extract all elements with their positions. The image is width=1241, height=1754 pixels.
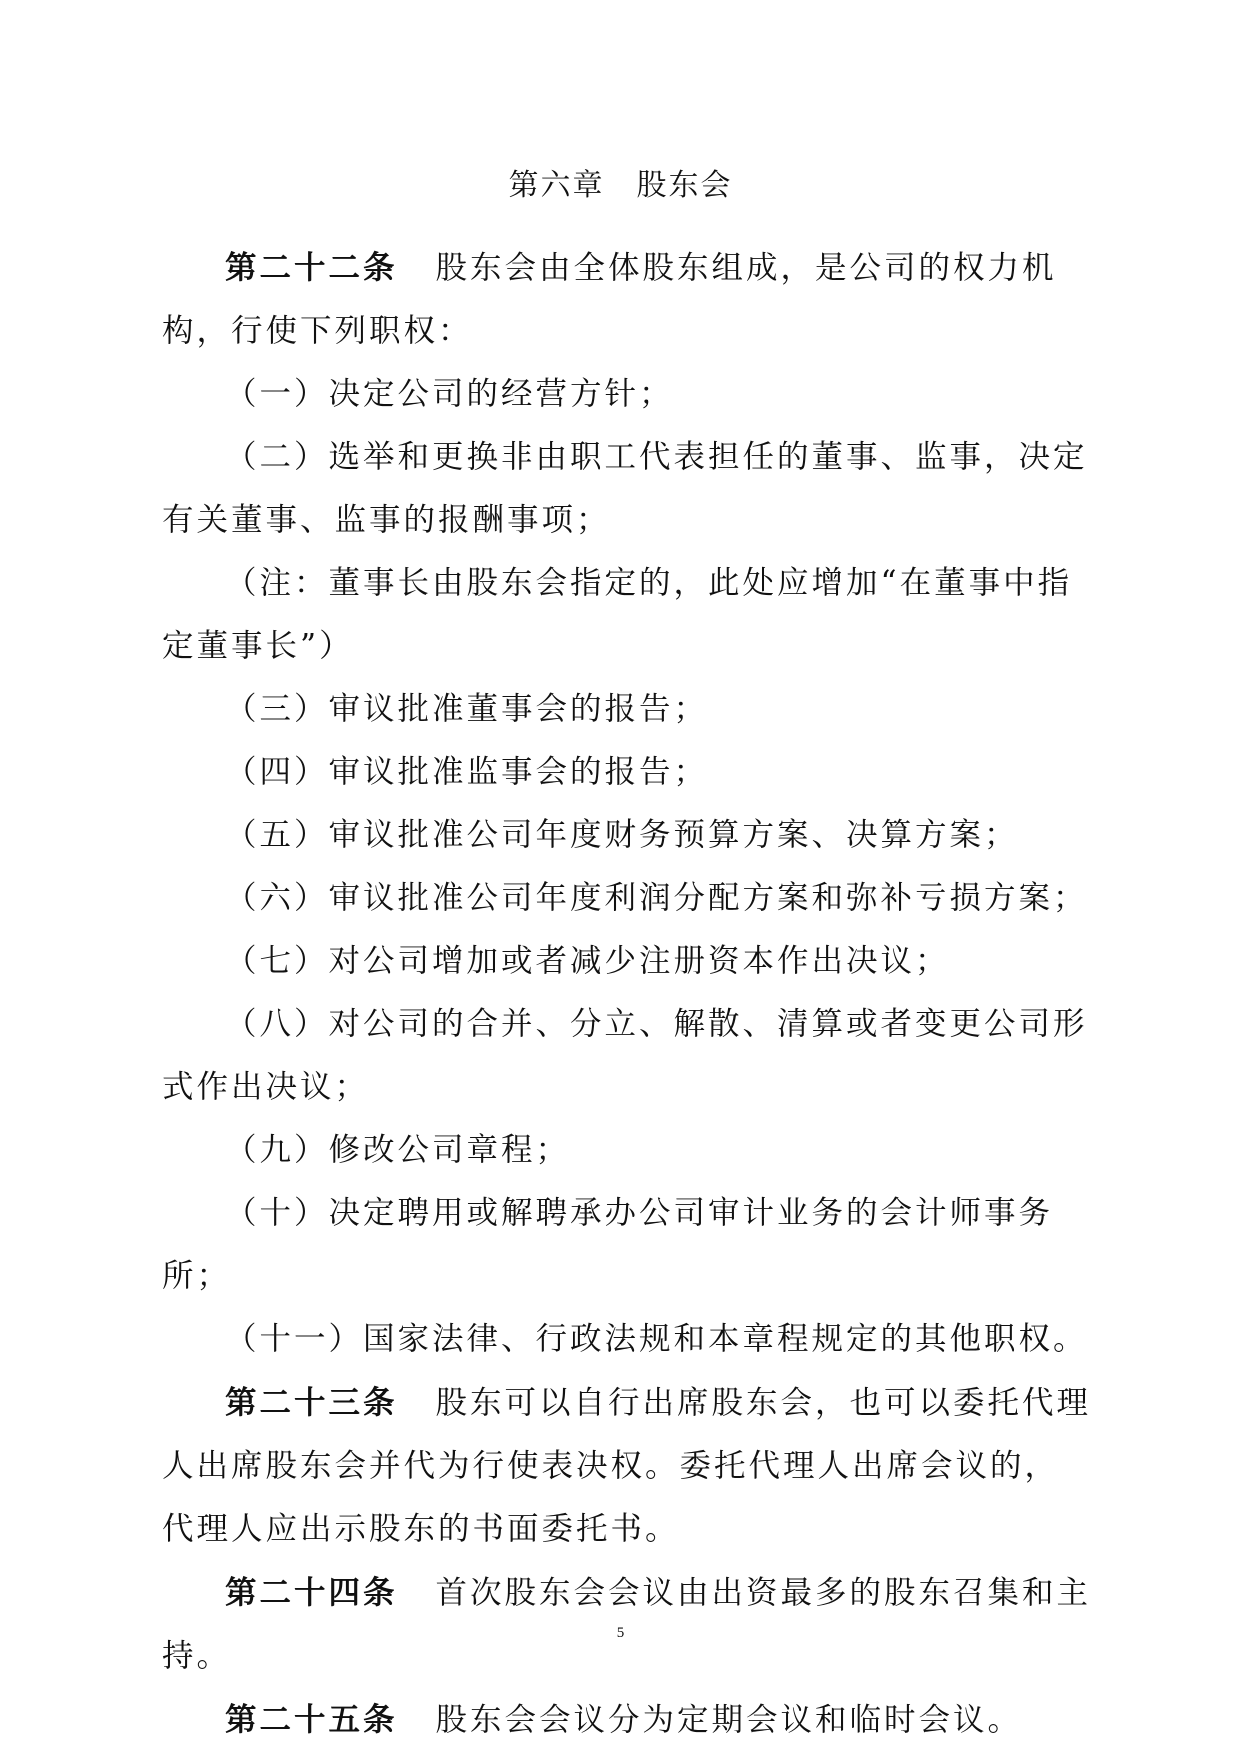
article-number: 第二十五条 <box>225 1701 398 1738</box>
list-item: （六）审议批准公司年度利润分配方案和弥补亏损方案； <box>225 880 1088 916</box>
chapter-title: 第六章 股东会 <box>508 168 733 203</box>
list-item: （三）审议批准董事会的报告； <box>225 691 709 727</box>
document-body <box>162 236 1092 1752</box>
list-item: （四）审议批准监事会的报告； <box>225 754 709 790</box>
article-number: 第二十二条 <box>225 249 398 286</box>
list-item: （二）选举和更换非由职工代表担任的董事、监事，决定有关董事、监事的报酬事项； <box>162 439 1088 538</box>
article-text: 股东可以自行出席股东会，也可以委托代理人出席股东会并代为行使表决权。委托代理人出席会议的，代理人应出示股东的书面委托书。 <box>162 1385 1092 1547</box>
list-item: （九）修改公司章程； <box>225 1132 571 1168</box>
article-25 <box>162 1688 1092 1752</box>
article-text: 首次股东会会议由出资最多的股东召集和主持。 <box>162 1575 1092 1674</box>
article-number: 第二十四条 <box>225 1574 398 1611</box>
list-item: （七）对公司增加或者减少注册资本作出决议； <box>225 943 950 979</box>
list-item: （一）决定公司的经营方针； <box>225 376 674 412</box>
list-item: （十一）国家法律、行政法规和本章程规定的其他职权。 <box>225 1321 1088 1357</box>
page-number: 5 <box>616 1625 625 1641</box>
note-paragraph: （注：董事长由股东会指定的，此处应增加“在董事中指定董事长”） <box>162 565 1073 664</box>
article-number: 第二十三条 <box>225 1384 398 1421</box>
list-item: （十）决定聘用或解聘承办公司审计业务的会计师事务所； <box>162 1195 1054 1294</box>
article-22 <box>162 236 1092 363</box>
article-text: 股东会会议分为定期会议和临时会议。 <box>435 1702 1023 1738</box>
list-item: （五）审议批准公司年度财务预算方案、决算方案； <box>225 817 1019 853</box>
article-23 <box>162 1371 1092 1561</box>
article-text: 股东会由全体股东组成，是公司的权力机构，行使下列职权： <box>162 250 1057 349</box>
list-item: （八）对公司的合并、分立、解散、清算或者变更公司形式作出决议； <box>162 1006 1088 1105</box>
